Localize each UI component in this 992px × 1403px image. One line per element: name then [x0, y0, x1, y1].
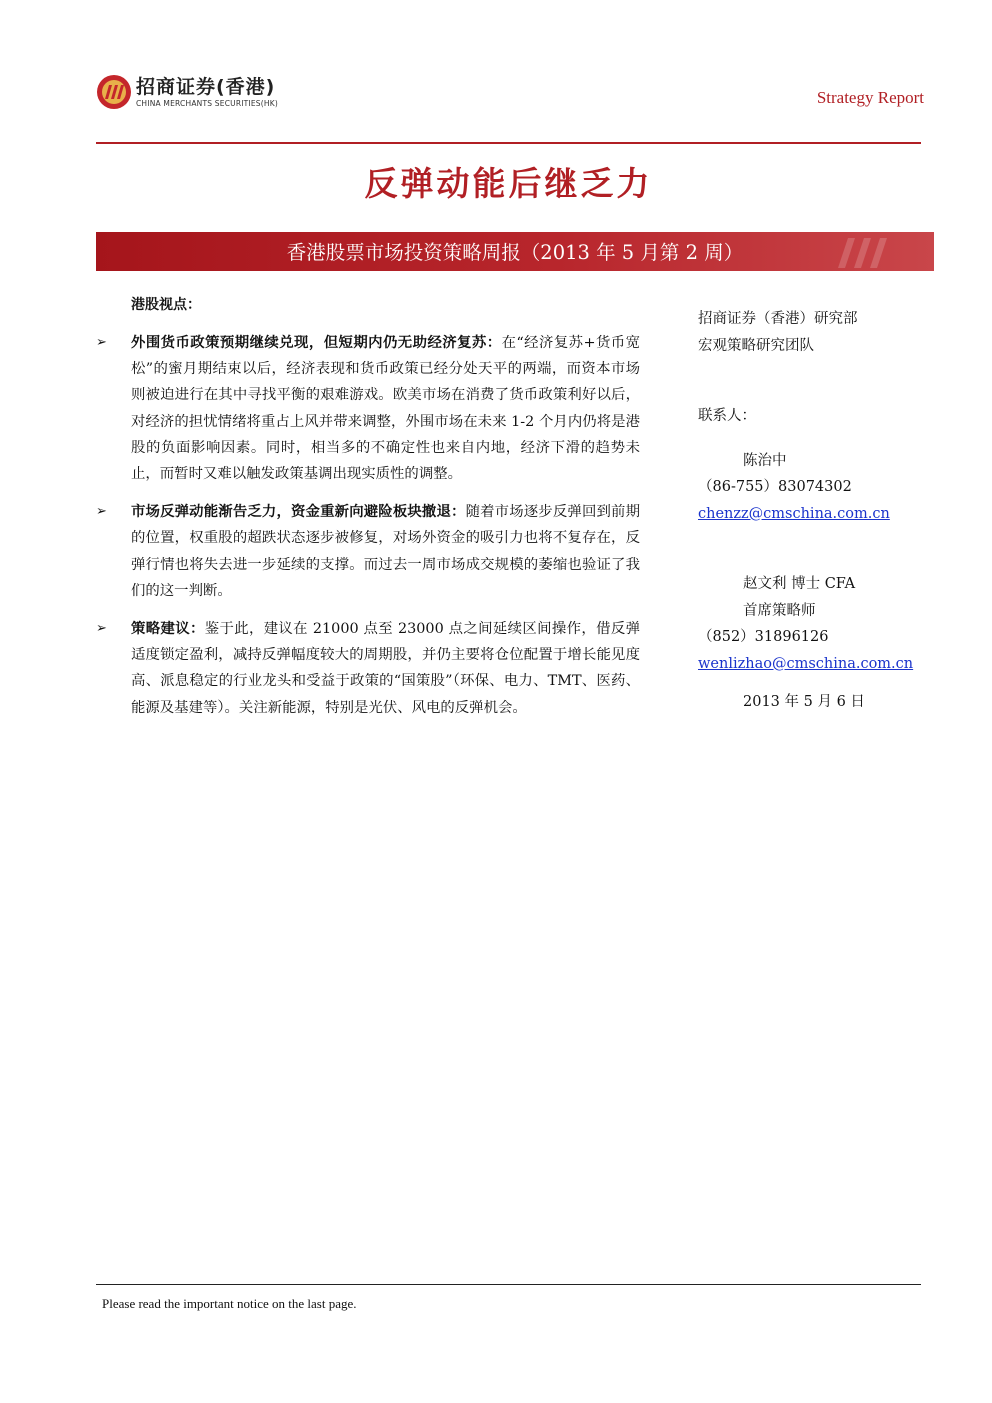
subtitle-banner-text: 香港股票市场投资策略周报（2013 年 5 月第 2 周） [286, 241, 744, 264]
contact2-name: 赵文利 博士 CFA [743, 576, 856, 592]
viewpoint-heading: 外围货币政策预期继续兑现，但短期内仍无助经济复苏： [131, 335, 502, 351]
arrowhead-bullet-icon: ➢ [96, 621, 107, 637]
viewpoint-heading: 市场反弹动能渐告乏力，资金重新向避险板块撤退： [131, 504, 466, 521]
company-logo [96, 72, 316, 114]
contact1-name: 陈治中 [743, 452, 787, 469]
viewpoint-body: 鉴于此，建议在 21000 点至 23000 点之间延续区间操作，借反弹适度锁定盈利，减持反弹幅度较大的周期股，并仍主要将仓位配置于增长能见度高、派息稳定的行业龙头和受益于政策的“国策股”（环保、电力、TMT、医药、能源及基建等）。关注新能源，特别是光伏、风电的反弹机会。 [131, 621, 640, 716]
contact-label: 联系人： [698, 408, 756, 424]
subtitle-banner [96, 232, 934, 271]
section-heading: 港股视点： [131, 297, 201, 313]
contact1-phone: （86-755）83074302 [698, 479, 852, 495]
team-name: 宏观策略研究团队 [698, 337, 814, 354]
contact2-phone: （852）31896126 [698, 629, 829, 645]
department-name: 招商证券（香港）研究部 [698, 311, 858, 327]
logo-english-name: CHINA MERCHANTS SECURITIES(HK) [136, 99, 278, 108]
header-divider [96, 142, 921, 144]
viewpoint-list [96, 330, 640, 733]
report-date: 2013 年 5 月 6 日 [743, 694, 865, 710]
contact2-email-link[interactable]: wenlizhao@cmschina.com.cn [698, 655, 914, 672]
author-sidebar [698, 306, 928, 716]
viewpoint-heading: 策略建议： [131, 621, 205, 638]
contact2-title: 首席策略师 [743, 602, 816, 619]
viewpoint-item [96, 330, 640, 487]
footer-divider [96, 1284, 921, 1285]
arrowhead-bullet-icon: ➢ [96, 504, 107, 520]
viewpoint-item [96, 499, 640, 604]
arrowhead-bullet-icon: ➢ [96, 335, 107, 350]
contact1-email-link[interactable]: chenzz@cmschina.com.cn [698, 505, 890, 522]
viewpoint-item [96, 616, 640, 721]
footer-notice: Please read the important notice on the last page. [102, 1296, 357, 1311]
viewpoint-body: 随着市场逐步反弹回到前期的位置，权重股的超跌状态逐步被修复，对场外资金的吸引力也将不复存在，反弹行情也将失去进一步延续的支撑。而过去一周市场成交规模的萎缩也验证了我们的这一判断。 [131, 504, 640, 599]
logo-chinese-name: 招商证券(香港) [136, 76, 276, 98]
viewpoint-body: 在“经济复苏+货币宽松”的蜜月期结束以后，经济表现和货币政策已经分处天平的两端，而资本市场则被迫进行在其中寻找平衡的艰难游戏。欧美市场在消费了货币政策利好以后，对经济的担忧情绪将重占上风并带来调整，外围市场在未来 1-2 个月内仍将是港股的负面影响因素。同时，相当多的不确定性也来自内地，经济下滑的趋势未止，而暂时又难以触发政策基调出现实质性的调整。 [131, 335, 640, 483]
report-title: 反弹动能后继乏力 [364, 164, 653, 203]
report-type-label: Strategy Report [816, 88, 924, 107]
cms-logo-icon [96, 74, 132, 110]
